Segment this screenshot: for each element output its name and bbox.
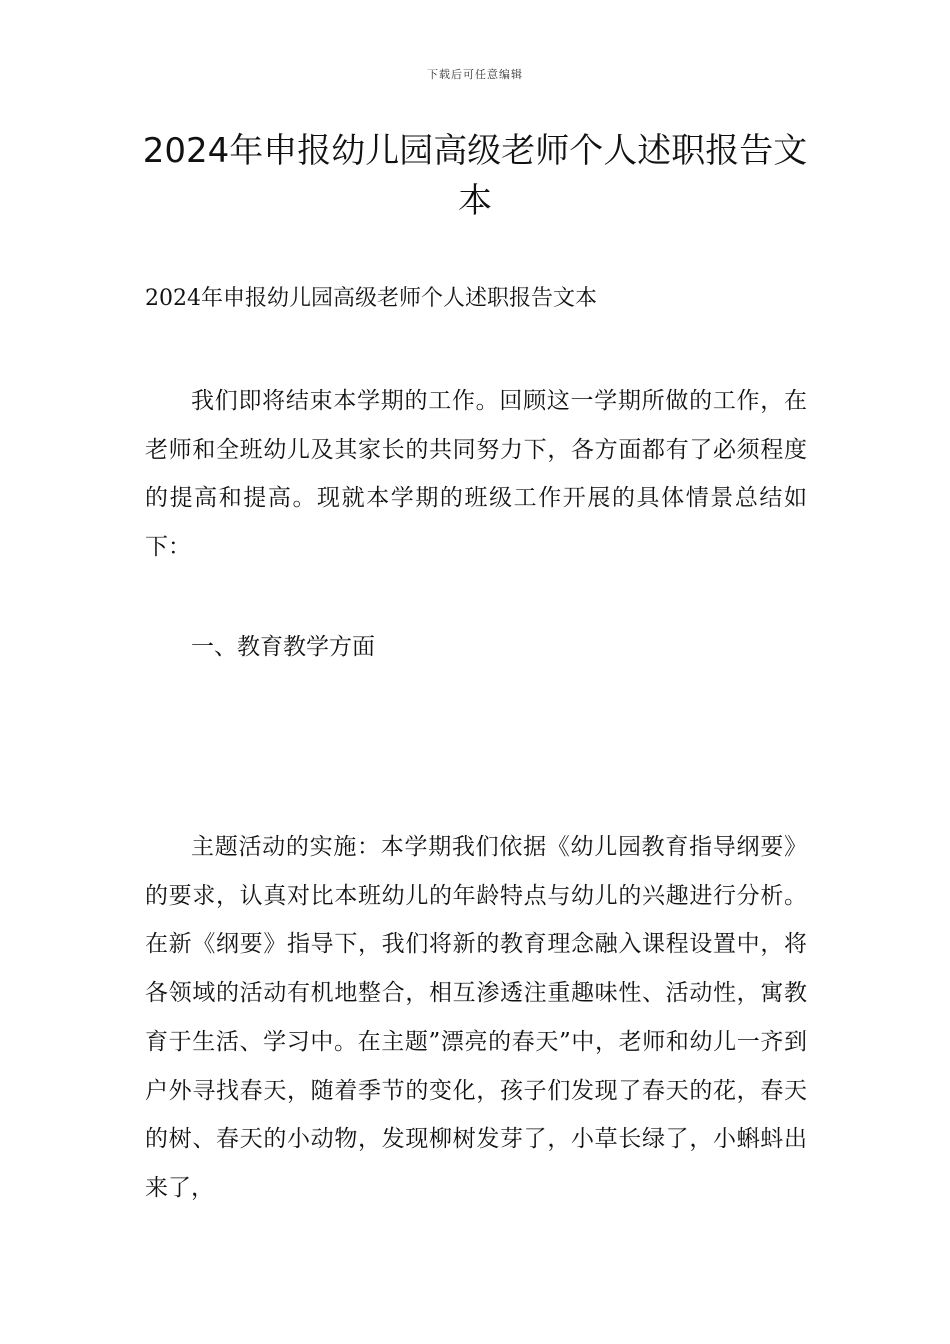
paragraph-intro: 我们即将结束本学期的工作。回顾这一学期所做的工作，在老师和全班幼儿及其家长的共同努力下，各方面都有了必须程度的提高和提高。现就本学期的班级工作开展的具体情景总结如下： — [145, 388, 807, 561]
section-heading-teaching: 一、教育教学方面 — [191, 634, 375, 660]
document-subtitle: 2024年申报幼儿园高级老师个人述职报告文本 — [145, 286, 597, 311]
document-title: 2024年申报幼儿园高级老师个人述职报告文本 — [142, 131, 808, 221]
header-note: 下载后可任意编辑 — [427, 68, 523, 81]
paragraph-theme-activities: 主题活动的实施：本学期我们依据《幼儿园教育指导纲要》的要求，认真对比本班幼儿的年龄特点与幼儿的兴趣进行分析。在新《纲要》指导下，我们将新的教育理念融入课程设置中，将各领域的活动有机地整合，相互渗透注重趣味性、活动性，寓教育于生活、学习中。在主题”漂亮的春天”中，老师和幼儿一齐到户外寻找春天，随着季节的变化，孩子们发现了春天的花，春天的树、春天的小动物，发现柳树发芽了，小草长绿了，小蝌蚪出来了， — [145, 834, 807, 1201]
